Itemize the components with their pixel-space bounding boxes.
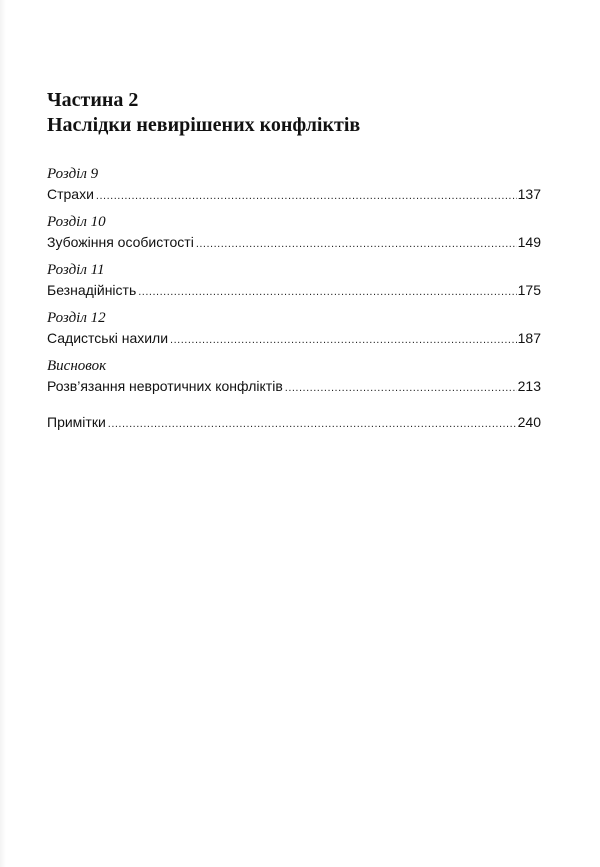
table-of-contents bbox=[47, 164, 541, 440]
toc-line[interactable] bbox=[47, 184, 541, 206]
dot-leader bbox=[138, 282, 516, 302]
chapter-title: Страхи bbox=[47, 186, 94, 202]
page-number: 149 bbox=[517, 234, 541, 250]
part-title: Наслідки невирішених конфліктів bbox=[47, 114, 361, 136]
toc-entry-chapter-9 bbox=[47, 164, 541, 206]
toc-line[interactable] bbox=[47, 376, 541, 398]
dot-leader bbox=[196, 234, 517, 254]
part-heading bbox=[47, 88, 360, 138]
chapter-label: Розділ 12 bbox=[47, 310, 106, 326]
page-number: 240 bbox=[517, 414, 541, 430]
toc-line[interactable] bbox=[47, 232, 541, 254]
dot-leader bbox=[285, 378, 517, 398]
notes-title: Примітки bbox=[47, 414, 106, 430]
toc-entry-conclusion bbox=[47, 356, 541, 398]
page-number: 175 bbox=[517, 282, 541, 298]
chapter-label: Розділ 11 bbox=[47, 262, 105, 278]
toc-line[interactable] bbox=[47, 328, 541, 350]
page-number: 137 bbox=[517, 186, 541, 202]
toc-entry-chapter-10 bbox=[47, 212, 541, 254]
page-number: 213 bbox=[517, 378, 541, 394]
page-number: 187 bbox=[517, 330, 541, 346]
dot-leader bbox=[108, 414, 517, 434]
chapter-title: Розв’язання невротичних конфліктів bbox=[47, 378, 283, 394]
chapter-title: Садистські нахили bbox=[47, 330, 169, 346]
chapter-title: Зубожіння особистості bbox=[47, 234, 194, 250]
toc-line[interactable] bbox=[47, 412, 541, 434]
toc-entry-chapter-12 bbox=[47, 308, 541, 350]
part-number: Частина 2 bbox=[47, 89, 139, 111]
chapter-label: Розділ 10 bbox=[47, 214, 106, 230]
toc-entry-notes bbox=[47, 412, 541, 434]
dot-leader bbox=[170, 330, 517, 350]
dot-leader bbox=[96, 186, 517, 206]
chapter-label: Висновок bbox=[47, 358, 107, 374]
toc-entry-chapter-11 bbox=[47, 260, 541, 302]
chapter-title: Безнадійність bbox=[47, 282, 137, 298]
chapter-label: Розділ 9 bbox=[47, 166, 99, 182]
page-edge-shadow bbox=[0, 0, 6, 867]
toc-line[interactable] bbox=[47, 280, 541, 302]
